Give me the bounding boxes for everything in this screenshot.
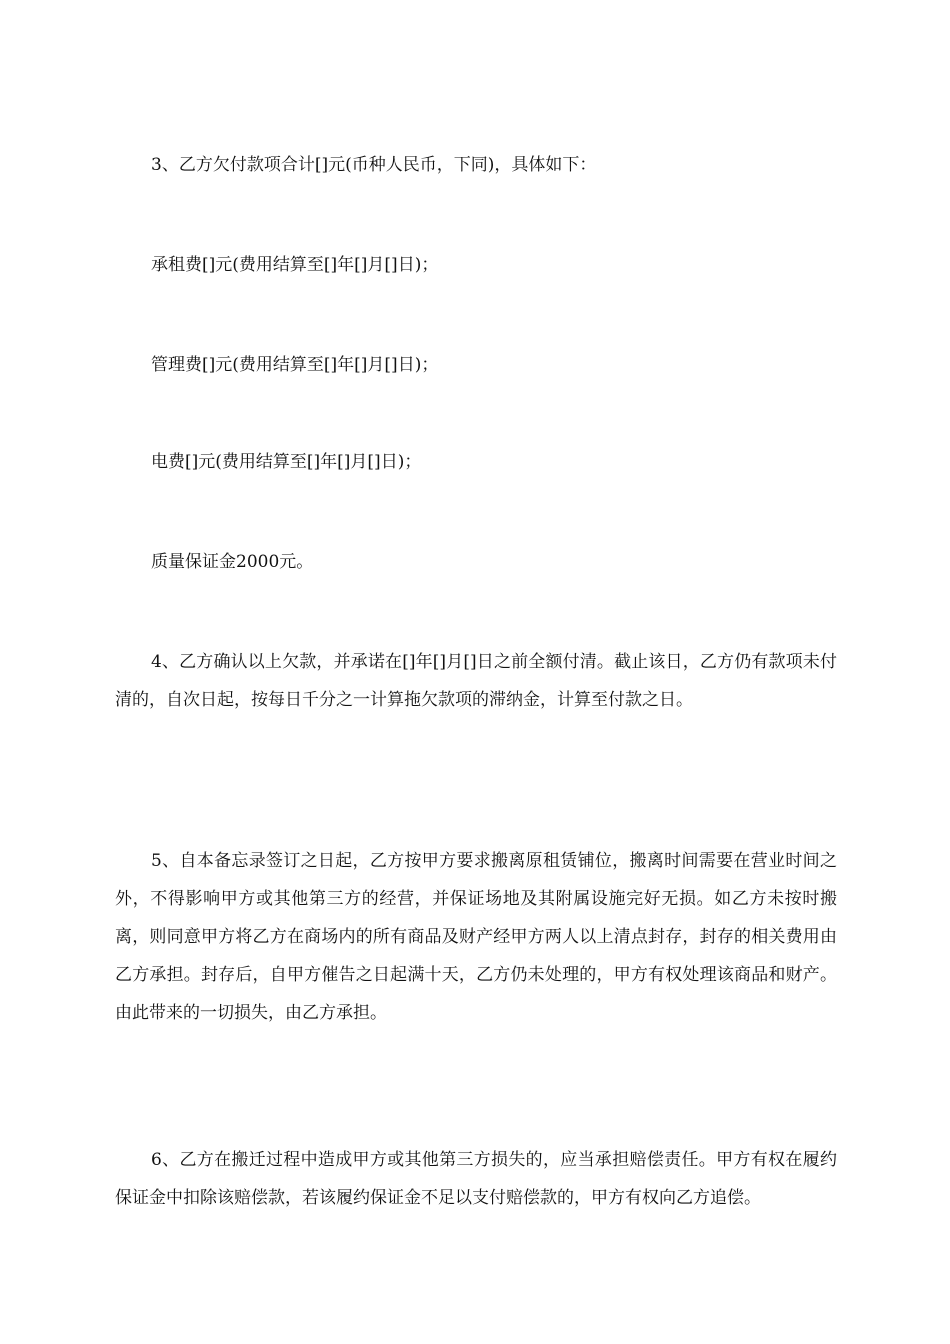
clause-6-compensation: 6、乙方在搬迁过程中造成甲方或其他第三方损失的，应当承担赔偿责任。甲方有权在履约保证金中扣除该赔偿款，若该履约保证金不足以支付赔偿款的，甲方有权向乙方追偿。 bbox=[115, 1150, 837, 1208]
clause-5-vacate-premises: 5、自本备忘录签订之日起，乙方按甲方要求搬离原租赁铺位，搬离时间需要在营业时间之外，不得影响甲方或其他第三方的经营，并保证场地及其附属设施完好无损。如乙方未按时搬离，则同意甲方将乙方在商场内的所有商品及财产经甲方两人以上清点封存，封存的相关费用由乙方承担。封存后，自甲方催告之日起满十天，乙方仍未处理的，甲方有权处理该商品和财产。由此带来的一切损失，由乙方承担。 bbox=[115, 851, 837, 1023]
item-quality-deposit: 质量保证金2000元。 bbox=[151, 552, 314, 572]
item-electricity-fee: 电费[]元(费用结算至[]年[]月[]日)； bbox=[151, 452, 422, 472]
clause-3-arrears-total: 3、乙方欠付款项合计[]元(币种人民币，下同)，具体如下： bbox=[151, 155, 597, 175]
item-management-fee: 管理费[]元(费用结算至[]年[]月[]日)； bbox=[151, 355, 439, 375]
item-rent-fee: 承租费[]元(费用结算至[]年[]月[]日)； bbox=[151, 255, 439, 275]
clause-4-payment-commitment: 4、乙方确认以上欠款，并承诺在[]年[]月[]日之前全额付清。截止该日，乙方仍有款项未付清的，自次日起，按每日千分之一计算拖欠款项的滞纳金，计算至付款之日。 bbox=[115, 652, 837, 710]
